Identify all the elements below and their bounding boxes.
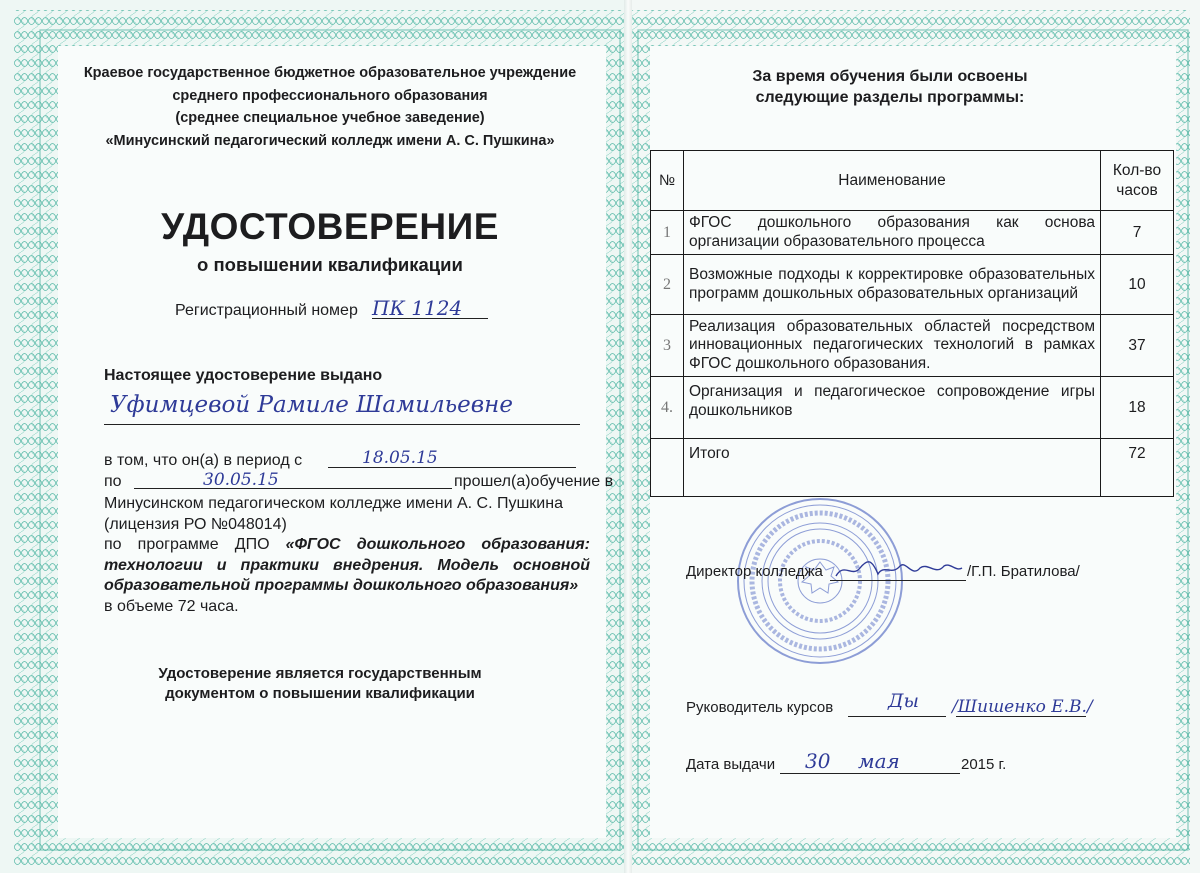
program-description [104, 535, 590, 617]
program-volume: в объеме 72 часа. [104, 597, 239, 615]
document-title: УДОСТОВЕРЕНИЕ [161, 206, 499, 247]
table-total-row [651, 439, 1174, 497]
program-prefix: по программе ДПО [104, 536, 270, 553]
header-hours-line: часов [1116, 181, 1158, 199]
page-fold [624, 0, 632, 873]
recipient-name: Уфимцевой Рамиле Шамильевне [110, 392, 513, 418]
course-head-name: /Шишенко Е.В./ [952, 697, 1093, 717]
issue-date-label: Дата выдачи [686, 756, 776, 773]
document-subtitle: о повышении квалификации [197, 254, 463, 275]
header-hours-line: Кол-во [1112, 161, 1162, 179]
left-inner-panel [58, 46, 606, 838]
header-num: № [651, 151, 684, 211]
course-head-signature: Ды [888, 690, 919, 712]
row-num: 1 [651, 211, 684, 255]
program-name: «ФГОС дошкольного образования: технологии и практики внедрения. Модель основной образовательной программы дошкольного образования» [104, 536, 590, 594]
table-row [651, 211, 1174, 255]
issued-to-label: Настоящее удостоверение выдано [104, 367, 383, 384]
license-line: (лицензия РО №048014) [104, 515, 287, 533]
row-name: Организация и педагогическое сопровождение игры дошкольников [684, 377, 1101, 439]
issue-day: 30 [805, 749, 831, 773]
institution-line: (среднее специальное учебное заведение) [175, 110, 485, 126]
period-to-label: по [104, 473, 122, 490]
sections-table [650, 150, 1174, 497]
footer-line: Удостоверение является государственным [158, 665, 482, 682]
period-from-label: в том, что он(а) в период с [104, 452, 303, 469]
footer-line: документом о повышении квалификации [165, 685, 475, 702]
issue-year: 2015 г. [961, 756, 1007, 773]
sections-title-line: следующие разделы программы: [755, 89, 1025, 106]
study-label: прошел(а)обучение в [454, 473, 614, 490]
period-to-date: 30.05.15 [203, 470, 279, 490]
issue-month: мая [858, 749, 900, 773]
row-num: 3 [651, 315, 684, 377]
row-name: ФГОС дошкольного образования как основа организации образовательного процесса [684, 211, 1101, 255]
table-row [651, 255, 1174, 315]
issue-date-line [780, 773, 960, 774]
row-name: Реализация образовательных областей посредством инновационных педагогических технологий в рамках ФГОС дошкольного образования. [684, 315, 1101, 377]
header-name: Наименование [684, 151, 1101, 211]
course-head-label: Руководитель курсов [686, 699, 834, 716]
table-header-row [651, 151, 1174, 211]
sections-title-line: За время обучения были освоены [752, 68, 1028, 85]
row-hours: 10 [1101, 255, 1174, 315]
institution-line: среднего профессионального образования [172, 87, 488, 104]
row-hours: 7 [1101, 211, 1174, 255]
row-hours: 37 [1101, 315, 1174, 377]
period-to-underline [134, 488, 452, 489]
institution-line: Краевое государственное бюджетное образовательное учреждение [83, 65, 577, 81]
table-row [651, 377, 1174, 439]
period-from-date: 18.05.15 [362, 448, 438, 468]
table-row [651, 315, 1174, 377]
director-label: Директор колледжа [686, 563, 823, 580]
director-name: /Г.П. Братилова/ [967, 563, 1080, 580]
registration-label: Регистрационный номер [175, 302, 358, 319]
row-hours: 18 [1101, 377, 1174, 439]
recipient-underline [104, 424, 580, 425]
total-num-empty [651, 439, 684, 497]
institution-name [70, 62, 590, 152]
row-name: Возможные подходы к корректировке образовательных программ дошкольных образовательных организаций [684, 255, 1101, 315]
course-head-signature-line [848, 716, 946, 717]
row-num: 4. [651, 377, 684, 439]
college-text [104, 494, 594, 535]
total-label: Итого [684, 439, 1101, 497]
total-hours: 72 [1101, 439, 1174, 497]
row-num: 2 [651, 255, 684, 315]
director-signature [832, 556, 967, 584]
sections-title [740, 66, 1040, 108]
header-hours [1101, 151, 1174, 211]
footer-note [140, 664, 500, 704]
institution-line: «Минусинский педагогический колледж имени А. С. Пушкина» [105, 132, 555, 149]
registration-number: ПК 1124 [372, 296, 463, 320]
college-line: Минусинском педагогическом колледже имени А. С. Пушкина [104, 495, 563, 512]
